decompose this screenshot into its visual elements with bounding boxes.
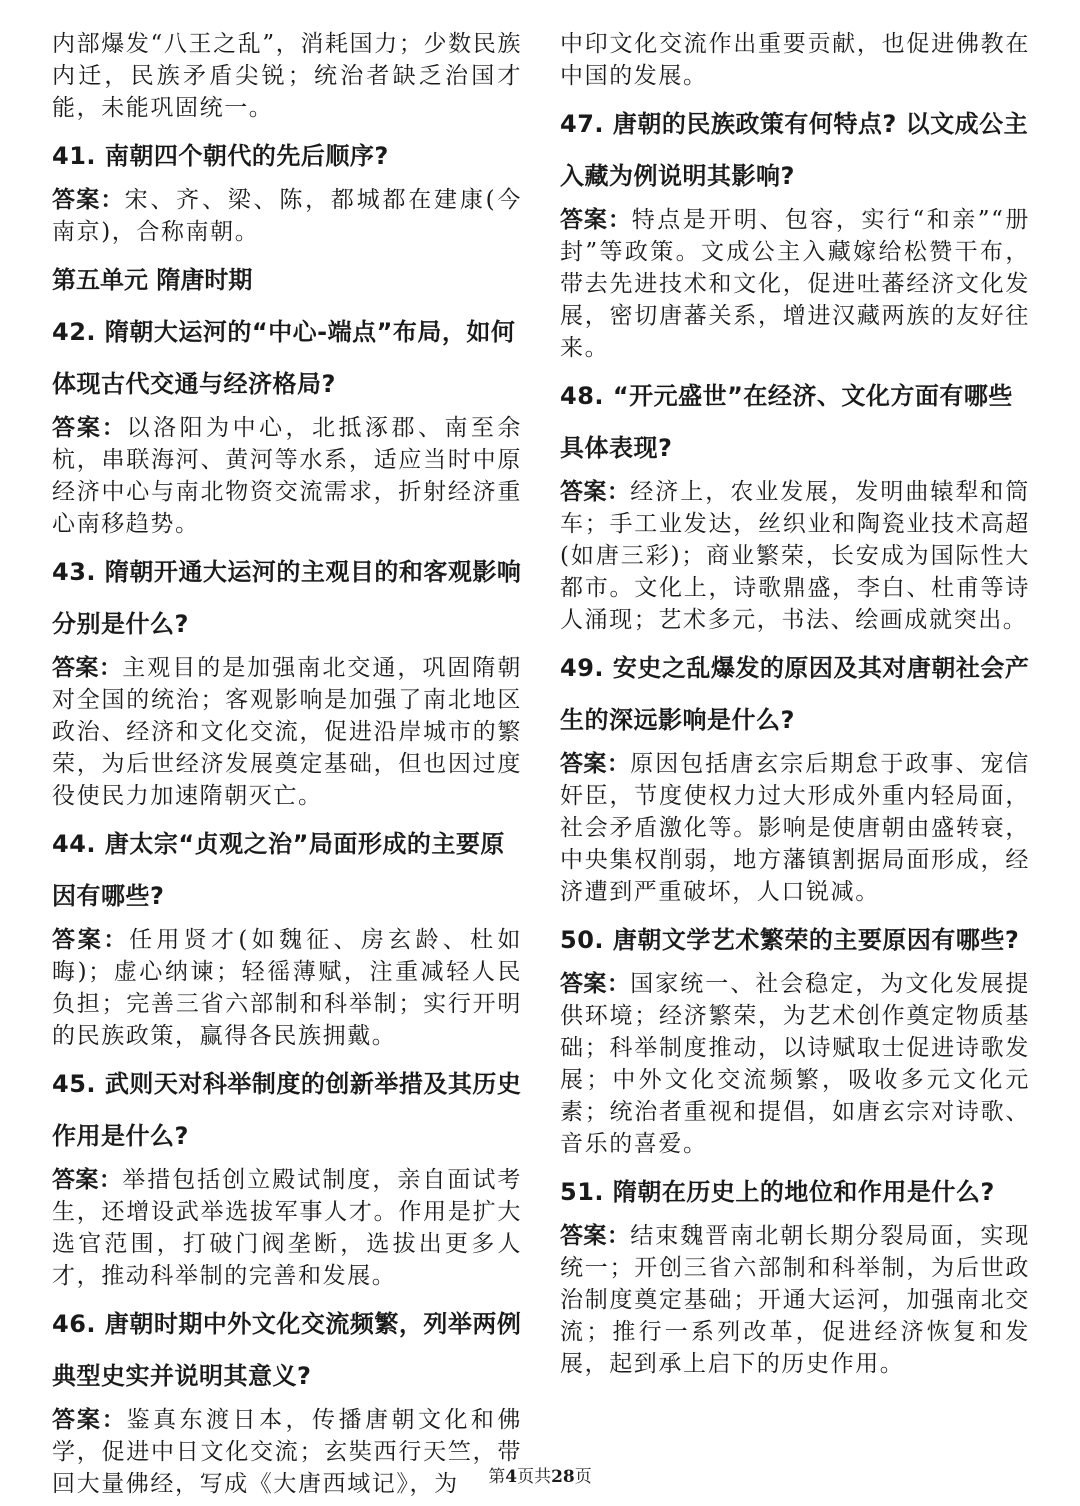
- answer-46: 答案：鉴真东渡日本，传播唐朝文化和佛学，促进中日文化交流；玄奘西行天竺，带回大量佛经，写成《大唐西域记》，为: [52, 1407, 523, 1497]
- answer-47: 答案：特点是开明、包容，实行“和亲”“册封”等政策。文成公主入藏嫁给松赞干布，带去先进技术和文化，促进吐蕃经济文化发展，密切唐蕃关系，增进汉藏两族的友好往来。: [560, 207, 1031, 361]
- question-50: 50. 唐朝文学艺术繁荣的主要原因有哪些?: [560, 926, 1020, 954]
- question-46: 46. 唐朝时期中外文化交流频繁，列举两例典型史实并说明其意义?: [52, 1310, 522, 1390]
- intro-text: 内部爆发“八王之乱”，消耗国力；少数民族内迁，民族矛盾尖锐；统治者缺乏治国才能，未能巩固统一。: [52, 31, 522, 121]
- question-45: 45. 武则天对科举制度的创新举措及其历史作用是什么?: [52, 1070, 522, 1150]
- page-number: 4: [505, 1467, 518, 1487]
- right-column: [560, 28, 1030, 1386]
- answer-41: 答案：宋、齐、梁、陈，都城都在建康(今南京)，合称南朝。: [52, 187, 523, 245]
- answer-44: 答案：任用贤才(如魏征、房玄龄、杜如晦)；虚心纳谏；轻徭薄赋，注重减轻人民负担；完善三省六部制和科举制；实行开明的民族政策，赢得各民族拥戴。: [52, 927, 522, 1049]
- answer-45: 答案：举措包括创立殿试制度，亲自面试考生，还增设武举选拔军事人才。作用是扩大选官范围，打破门阀垄断，选拔出更多人才，推动科举制的完善和发展。: [52, 1167, 522, 1289]
- answer-48: 答案：经济上，农业发展，发明曲辕犁和筒车；手工业发达，丝织业和陶瓷业技术高超(如唐三彩)；商业繁荣，长安成为国际性大都市。文化上，诗歌鼎盛，李白、杜甫等诗人涌现；艺术多元，书法、绘画成就突出。: [560, 479, 1030, 633]
- page-total: 28: [551, 1467, 575, 1487]
- answer-49: 答案：原因包括唐玄宗后期怠于政事、宠信奸臣，节度使权力过大形成外重内轻局面，社会矛盾激化等。影响是使唐朝由盛转衰，中央集权削弱，地方藩镇割据局面形成，经济遭到严重破坏，人口锐减。: [560, 751, 1030, 905]
- question-43: 43. 隋朝开通大运河的主观目的和客观影响分别是什么?: [52, 558, 522, 638]
- question-47: 47. 唐朝的民族政策有何特点? 以文成公主入藏为例说明其影响?: [560, 110, 1029, 190]
- question-42: 42. 隋朝大运河的“中心-端点”布局，如何体现古代交通与经济格局?: [52, 318, 516, 398]
- answer-50: 答案：国家统一、社会稳定，为文化发展提供环境；经济繁荣，为艺术创作奠定物质基础；科举制度推动，以诗赋取士促进诗歌发展；中外文化交流频繁，吸收多元文化元素；统治者重视和提倡，如唐玄宗对诗歌、音乐的喜爱。: [560, 971, 1030, 1157]
- unit-title: 第五单元 隋唐时期: [52, 266, 253, 294]
- question-48: 48. “开元盛世”在经济、文化方面有哪些具体表现?: [560, 382, 1013, 462]
- question-41: 41. 南朝四个朝代的先后顺序?: [52, 142, 389, 170]
- left-column: [52, 28, 522, 1506]
- question-44: 44. 唐太宗“贞观之治”局面形成的主要原因有哪些?: [52, 830, 505, 910]
- page-footer: 第4页共28页: [488, 1467, 592, 1487]
- continued-text: 中印文化交流作出重要贡献，也促进佛教在中国的发展。: [560, 31, 1030, 89]
- answer-42: 答案：以洛阳为中心，北抵涿郡、南至余杭，串联海河、黄河等水系，适应当时中原经济中心与南北物资交流需求，折射经济重心南移趋势。: [52, 415, 523, 537]
- answer-43: 答案：主观目的是加强南北交通，巩固隋朝对全国的统治；客观影响是加强了南北地区政治、经济和文化交流，促进沿岸城市的繁荣，为后世经济发展奠定基础，但也因过度役使民力加速隋朝灭亡。: [52, 655, 522, 809]
- question-51: 51. 隋朝在历史上的地位和作用是什么?: [560, 1178, 995, 1206]
- answer-51: 答案：结束魏晋南北朝长期分裂局面，实现统一；开创三省六部制和科举制，为后世政治制度奠定基础；开通大运河，加强南北交流；推行一系列改革，促进经济恢复和发展，起到承上启下的历史作用。: [560, 1223, 1030, 1377]
- question-49: 49. 安史之乱爆发的原因及其对唐朝社会产生的深远影响是什么?: [560, 654, 1030, 734]
